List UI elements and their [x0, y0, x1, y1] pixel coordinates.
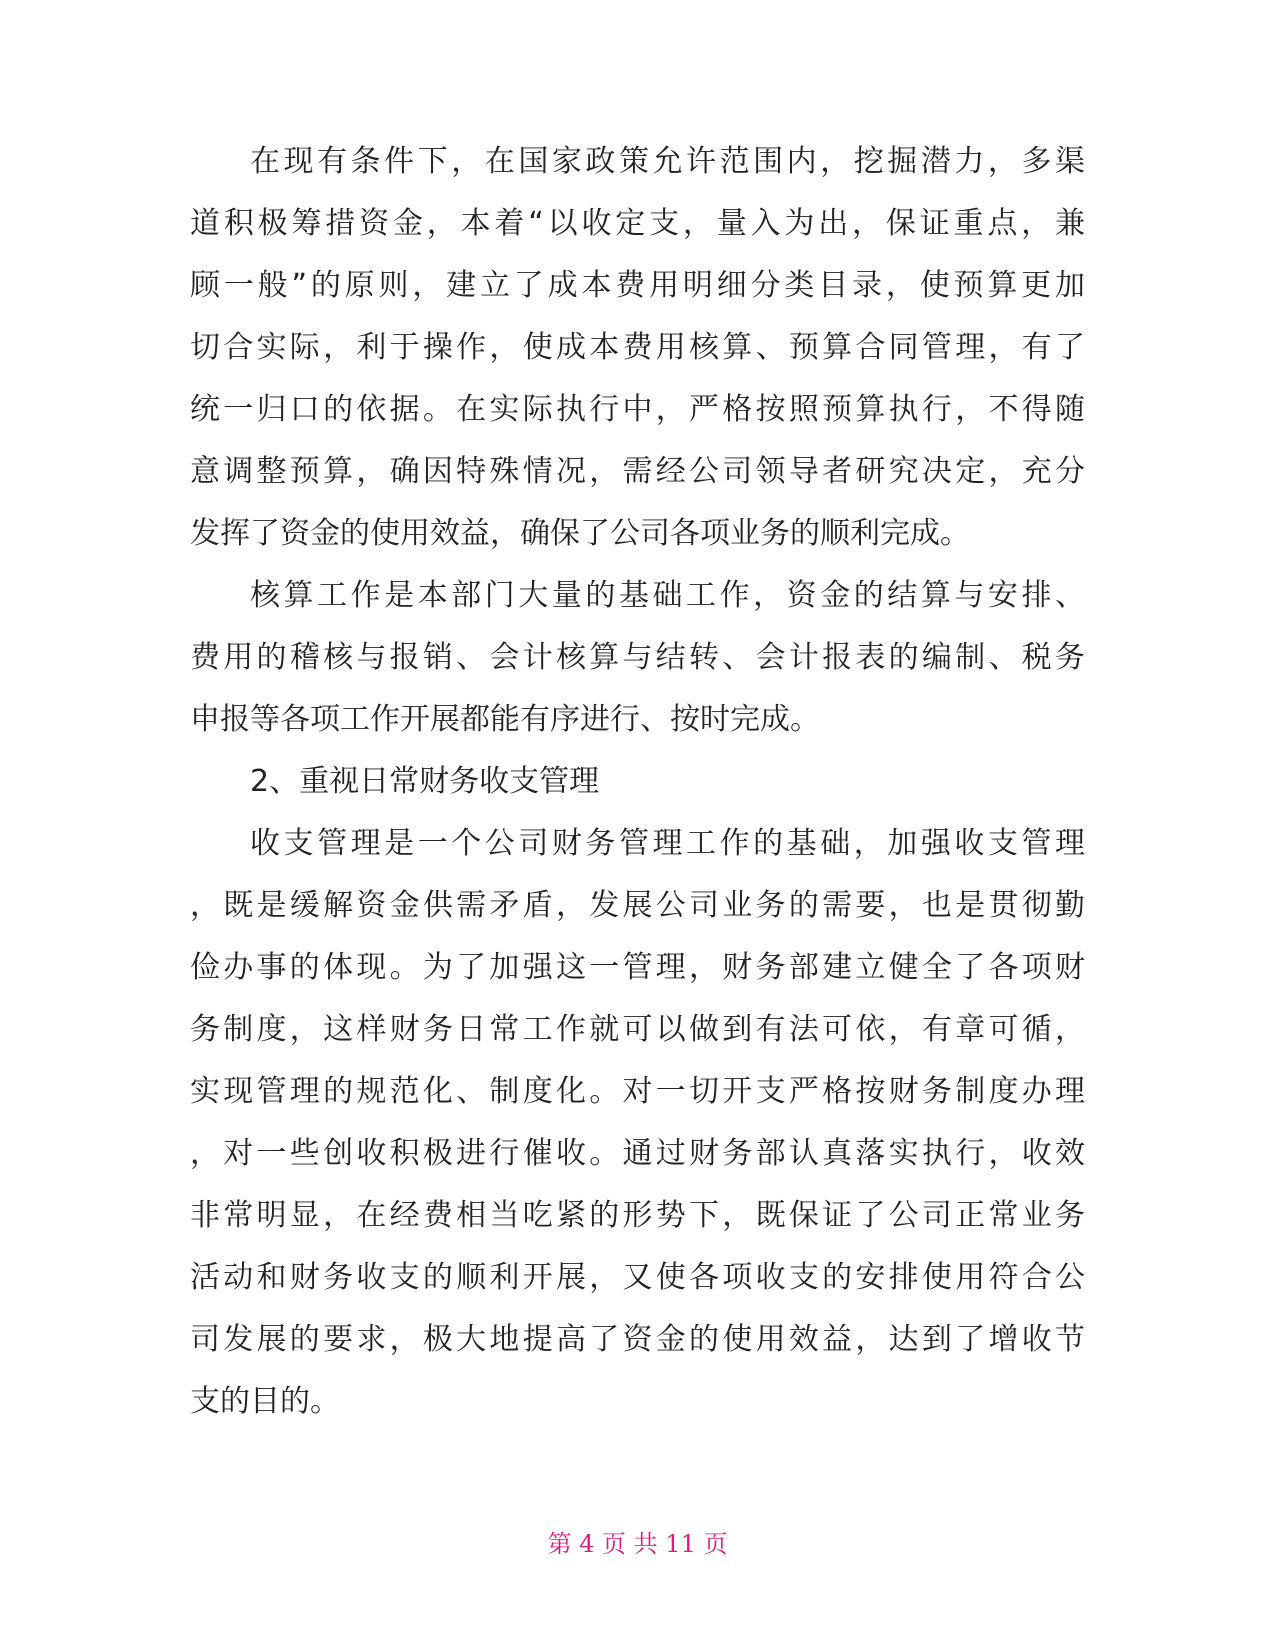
paragraph-1-line-7: 发挥了资金的使用效益，确保了公司各项业务的顺利完成。 — [190, 516, 970, 551]
paragraph-1-line-6: 意调整预算，确因特殊情况，需经公司领导者研究决定，充分 — [190, 454, 1085, 489]
paragraph-3-line-10: 支的目的。 — [190, 1384, 340, 1419]
paragraph-1-line-3: 顾一般”的原则，建立了成本费用明细分类目录，使预算更加 — [190, 268, 1085, 303]
page-number-footer: 第 4 页 共 11 页 — [547, 1530, 728, 1558]
paragraph-3-line-4: 务制度，这样财务日常工作就可以做到有法可依，有章可循， — [190, 1012, 1085, 1047]
paragraph-3-line-6: ，对一些创收积极进行催收。通过财务部认真落实执行，收效 — [190, 1136, 1085, 1171]
paragraph-3-line-8: 活动和财务收支的顺利开展，又使各项收支的安排使用符合公 — [190, 1260, 1085, 1295]
paragraph-2-line-2: 费用的稽核与报销、会计核算与结转、会计报表的编制、税务 — [190, 640, 1085, 675]
paragraph-3-line-3: 俭办事的体现。为了加强这一管理，财务部建立健全了各项财 — [190, 950, 1085, 985]
paragraph-1-line-2: 道积极筹措资金，本着“以收定支，量入为出，保证重点，兼 — [190, 206, 1085, 241]
section-heading: 2、重视日常财务收支管理 — [250, 764, 600, 799]
paragraph-1-line-4: 切合实际，利于操作，使成本费用核算、预算合同管理，有了 — [190, 330, 1085, 365]
paragraph-3-line-7: 非常明显，在经费相当吃紧的形势下，既保证了公司正常业务 — [190, 1198, 1085, 1233]
paragraph-2-line-1: 核算工作是本部门大量的基础工作，资金的结算与安排、 — [250, 578, 1085, 613]
paragraph-3-line-1: 收支管理是一个公司财务管理工作的基础，加强收支管理 — [250, 826, 1085, 861]
paragraph-1-line-1: 在现有条件下，在国家政策允许范围内，挖掘潜力，多渠 — [250, 144, 1085, 179]
paragraph-2-line-3: 申报等各项工作开展都能有序进行、按时完成。 — [190, 702, 820, 737]
paragraph-3-line-5: 实现管理的规范化、制度化。对一切开支严格按财务制度办理 — [190, 1074, 1085, 1109]
paragraph-3-line-2: ，既是缓解资金供需矛盾，发展公司业务的需要，也是贯彻勤 — [190, 888, 1085, 923]
paragraph-1-line-5: 统一归口的依据。在实际执行中，严格按照预算执行，不得随 — [190, 392, 1085, 427]
paragraph-3-line-9: 司发展的要求，极大地提高了资金的使用效益，达到了增收节 — [190, 1322, 1085, 1357]
